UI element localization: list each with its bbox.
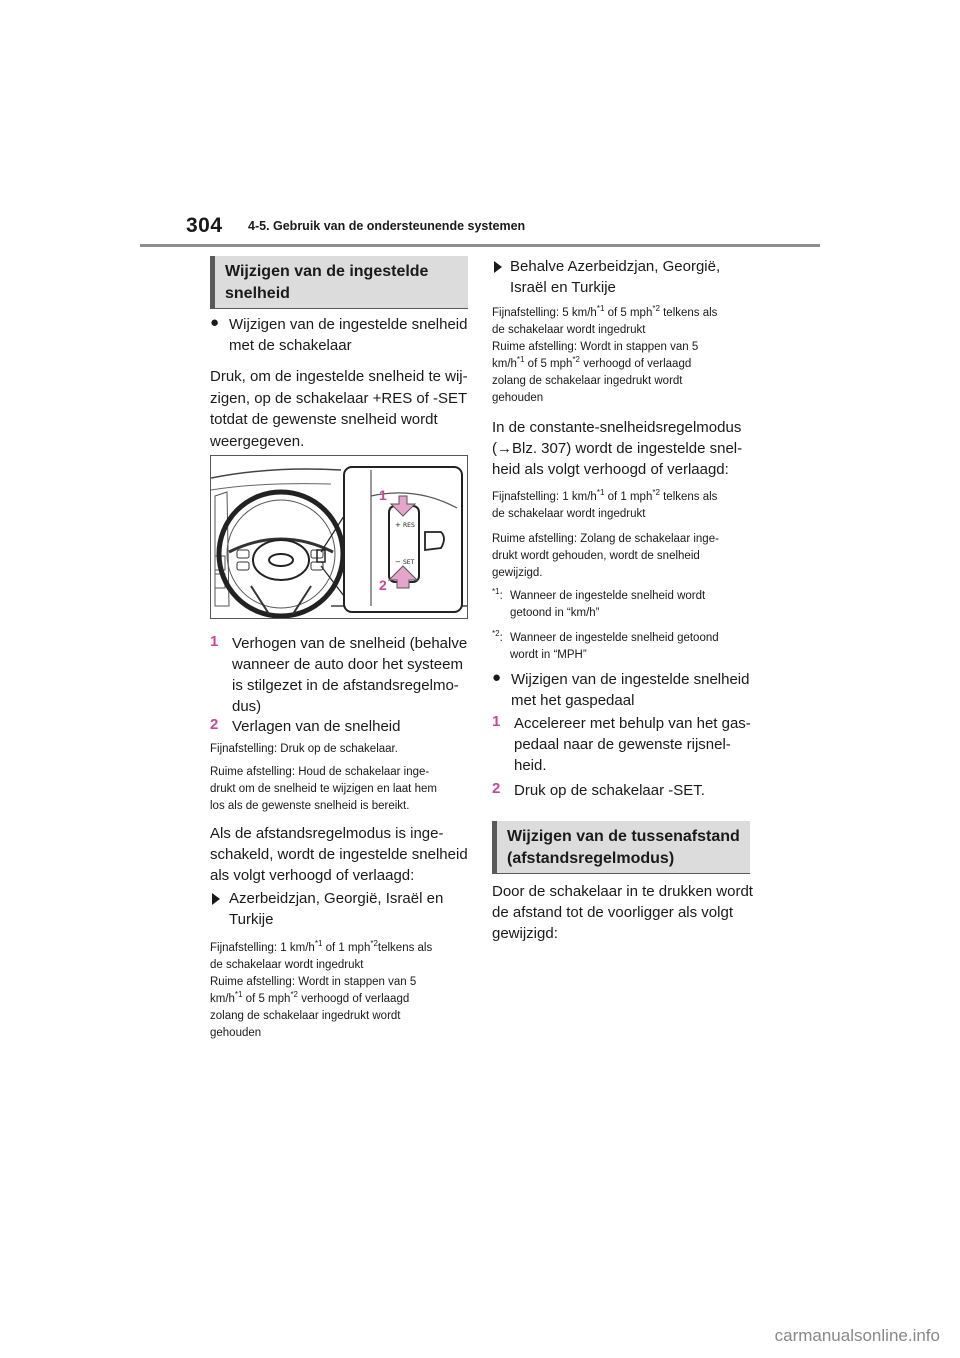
region2-fine-adjust: Fijnafstelling: 5 $km/h^{*1}$ of 5 mph$^{*2}$ telkens als de schakelaar wordt ingedrukt Ruime afstelling: Wordt in stappen van 5 $km/h^{*1}$ of 5 mph$^{*2}$ verhoogd of verlaagd zolang de schakelaar ingedrukt wordt gehouden	[492, 304, 718, 404]
footnote-1: $^{*1}$: Wanneer de ingestelde snelheid wordt getoond in “km/h”	[492, 587, 706, 619]
step-press-set: Druk op de schakelaar -SET.	[514, 782, 705, 799]
triangle-bullet-icon	[212, 893, 220, 905]
step-number-2: 2	[492, 780, 501, 797]
sub-heading-except: Behalve Azerbeidzjan, Georgië, Israël en Turkije	[510, 258, 721, 296]
res-label: RES	[403, 522, 415, 529]
bullet-heading-switch: Wijzigen van de ingestelde snelheid met de schakelaar	[229, 316, 468, 354]
sub-heading-azerbaijan: Azerbeidzjan, Georgië, Israël en Turkije	[229, 890, 444, 928]
step-number-1: 1	[492, 713, 501, 730]
callout-1: 1	[379, 487, 387, 503]
paragraph-distance-mode: Als de afstandsregelmodus is inge- schakeld, wordt de ingestelde snelheid als volgt verhoogd of verlaagd:	[210, 825, 468, 884]
item-increase-speed: Verhogen van de snelheid (behalve wanneer de auto door het systeem is stilgezet in de afstandsregelmo- dus)	[232, 635, 468, 715]
item-decrease-speed: Verlagen van de snelheid	[232, 718, 401, 735]
set-label: SET	[403, 559, 415, 566]
watermark: carmanualsonline.info	[774, 1326, 940, 1345]
fine-adjust-note: Fijnafstelling: Druk op de schakelaar.	[210, 743, 398, 755]
bullet-heading-pedal: Wijzigen van de ingestelde snelheid met het gaspedaal	[511, 671, 750, 709]
step-accelerate: Accelereer met behulp van het gas- pedaal naar de gewenste rijsnel- heid.	[514, 715, 751, 774]
svg-text:−: −	[395, 558, 401, 566]
constant-coarse-adjust: Ruime afstelling: Zolang de schakelaar inge- drukt wordt gehouden, wordt de snelheid gewijzigd.	[492, 533, 719, 579]
steering-wheel-figure	[210, 455, 468, 619]
section-heading-distance: Wijzigen van de tussenafstand (afstandsregelmodus)	[492, 821, 750, 874]
header-rule	[140, 244, 820, 247]
region-fine-adjust: Fijnafstelling: 1 $km/h^{*1}$ of 1 mph$^{*2}$telkens als de schakelaar wordt ingedrukt Ruime afstelling: Wordt in stappen van 5 $km/h^{*1}$ of 5 mph$^{*2}$ verhoogd of verlaagd zolang de schakelaar ingedrukt wordt gehouden	[210, 939, 433, 1039]
item-number-1: 1	[210, 633, 219, 650]
callout-2: 2	[379, 577, 387, 593]
section-heading-set-speed: Wijzigen van de ingestelde snelheid	[210, 256, 468, 309]
bullet-dot: ●	[210, 314, 220, 331]
bullet-dot: ●	[492, 669, 502, 686]
steering-wheel-illustration	[211, 456, 467, 618]
page-number: 304	[186, 214, 223, 237]
paragraph-constant-mode: In de constante-snelheidsregelmodus (→Blz. 307) wordt de ingestelde snel- heid als volgt verhoogd of verlaagd:	[492, 419, 743, 478]
coarse-adjust-note: Ruime afstelling: Houd de schakelaar inge- drukt om de snelheid te wijzigen en laat hem los als de gewenste snelheid is bereikt.	[210, 766, 437, 812]
footnote-2: $^{*2}$: Wanneer de ingestelde snelheid getoond wordt in “MPH”	[492, 629, 719, 661]
chapter-title: 4-5. Gebruik van de ondersteunende systemen	[248, 219, 526, 233]
paragraph-instructions: Druk, om de ingestelde snelheid te wij- zigen, op de schakelaar +RES of -SET totdat de gewenste snelheid wordt weergegeven.	[210, 368, 468, 450]
triangle-bullet-icon	[494, 261, 502, 273]
paragraph-distance-change: Door de schakelaar in te drukken wordt de afstand tot de voorligger als volgt gewijzigd:	[492, 883, 753, 942]
constant-fine-adjust: Fijnafstelling: 1 $km/h^{*1}$ of 1 mph$^{*2}$ telkens als de schakelaar wordt ingedrukt	[492, 488, 718, 520]
svg-text:+: +	[395, 521, 401, 529]
item-number-2: 2	[210, 716, 219, 733]
